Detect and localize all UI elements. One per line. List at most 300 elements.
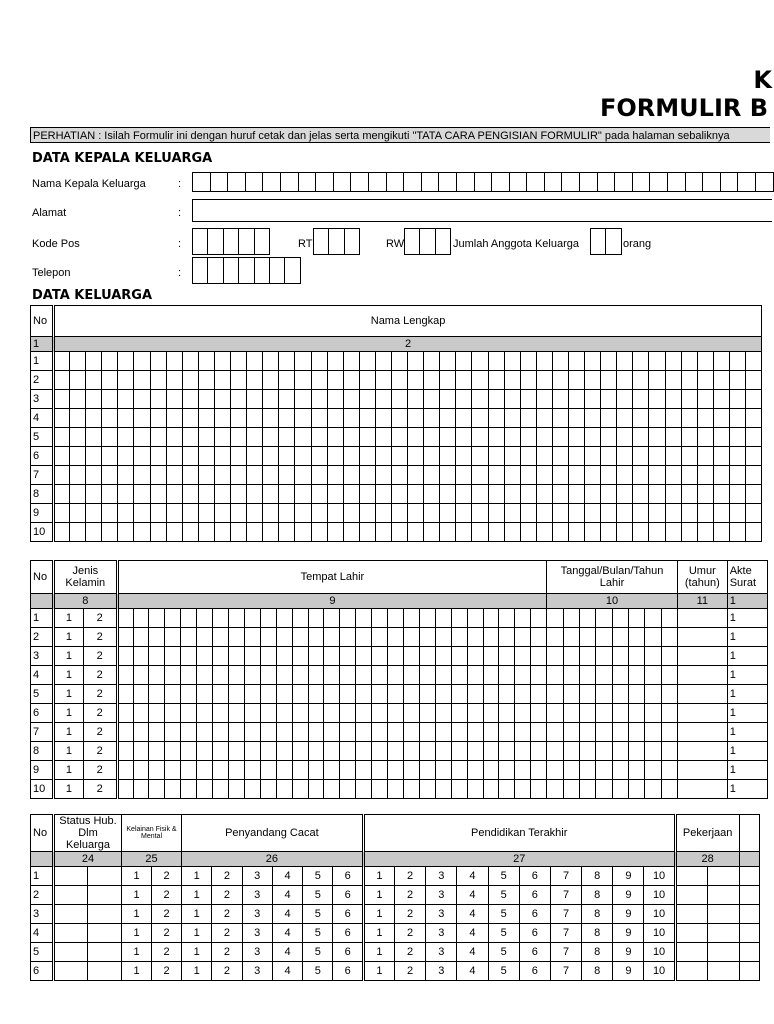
name-char-cell[interactable] [472,447,488,466]
tempat-char-cell[interactable] [531,761,547,780]
char-box[interactable] [668,172,686,192]
name-char-cell[interactable] [536,390,552,409]
name-char-cell[interactable] [86,466,102,485]
name-char-cell[interactable] [327,428,343,447]
name-char-cell[interactable] [601,504,617,523]
name-char-cell[interactable] [472,523,488,542]
tanggal-char-cell[interactable] [628,647,644,666]
name-char-cell[interactable] [198,447,214,466]
tanggal-char-cell[interactable] [645,761,661,780]
tempat-char-cell[interactable] [133,609,149,628]
name-char-cell[interactable] [504,447,520,466]
gender-option-1[interactable]: 1 [53,685,83,704]
tempat-char-cell[interactable] [244,647,260,666]
name-char-cell[interactable] [617,371,633,390]
char-box[interactable] [404,172,422,192]
name-char-cell[interactable] [54,523,70,542]
gender-option-1[interactable]: 1 [53,742,83,761]
tempat-char-cell[interactable] [308,685,324,704]
cacat-option[interactable]: 5 [303,886,333,905]
tempat-char-cell[interactable] [403,609,419,628]
name-char-cell[interactable] [182,352,198,371]
tanggal-char-cell[interactable] [661,761,677,780]
tempat-char-cell[interactable] [197,780,213,799]
char-box[interactable] [369,172,387,192]
char-box[interactable] [193,228,208,255]
tempat-char-cell[interactable] [499,628,515,647]
name-char-cell[interactable] [391,523,407,542]
tempat-char-cell[interactable] [181,685,197,704]
name-char-cell[interactable] [134,447,150,466]
pendidikan-option[interactable]: 6 [519,867,550,886]
gender-option-1[interactable]: 1 [53,628,83,647]
tempat-char-cell[interactable] [213,742,229,761]
tempat-char-cell[interactable] [165,685,181,704]
name-char-cell[interactable] [311,485,327,504]
tempat-char-cell[interactable] [356,761,372,780]
name-char-cell[interactable] [713,485,729,504]
name-char-cell[interactable] [424,466,440,485]
char-box[interactable] [299,172,317,192]
tempat-char-cell[interactable] [181,723,197,742]
akte-option-1[interactable]: 1 [727,742,767,761]
tempat-char-cell[interactable] [260,742,276,761]
char-box[interactable] [562,172,580,192]
tempat-char-cell[interactable] [356,704,372,723]
name-char-cell[interactable] [86,428,102,447]
name-char-cell[interactable] [102,371,118,390]
tanggal-char-cell[interactable] [661,780,677,799]
tempat-char-cell[interactable] [515,723,531,742]
pendidikan-option[interactable]: 5 [488,962,519,981]
tempat-char-cell[interactable] [515,685,531,704]
name-char-cell[interactable] [585,504,601,523]
tempat-char-cell[interactable] [515,609,531,628]
name-char-cell[interactable] [488,390,504,409]
tempat-char-cell[interactable] [260,761,276,780]
name-char-cell[interactable] [536,371,552,390]
tanggal-char-cell[interactable] [596,761,612,780]
char-box[interactable] [285,257,300,284]
name-char-cell[interactable] [70,485,86,504]
tempat-char-cell[interactable] [292,666,308,685]
telepon-field[interactable] [192,257,301,284]
tempat-char-cell[interactable] [388,685,404,704]
char-box[interactable] [738,172,756,192]
tanggal-char-cell[interactable] [579,742,595,761]
name-char-cell[interactable] [70,504,86,523]
tempat-char-cell[interactable] [419,628,435,647]
tanggal-char-cell[interactable] [579,628,595,647]
name-char-cell[interactable] [729,371,745,390]
tempat-char-cell[interactable] [229,780,245,799]
name-char-cell[interactable] [214,523,230,542]
name-char-cell[interactable] [134,371,150,390]
name-char-cell[interactable] [311,523,327,542]
tempat-char-cell[interactable] [340,780,356,799]
tempat-char-cell[interactable] [149,761,165,780]
name-char-cell[interactable] [681,485,697,504]
name-char-cell[interactable] [198,352,214,371]
name-char-cell[interactable] [665,485,681,504]
akte-option-1[interactable]: 1 [727,609,767,628]
tempat-char-cell[interactable] [292,609,308,628]
name-char-cell[interactable] [585,523,601,542]
umur-cell[interactable] [677,666,727,685]
tempat-char-cell[interactable] [229,723,245,742]
tempat-char-cell[interactable] [181,780,197,799]
kelainan-option[interactable]: 1 [122,886,152,905]
pendidikan-option[interactable]: 2 [394,962,425,981]
tempat-char-cell[interactable] [149,723,165,742]
name-char-cell[interactable] [617,352,633,371]
name-char-cell[interactable] [713,428,729,447]
name-char-cell[interactable] [231,371,247,390]
name-char-cell[interactable] [311,409,327,428]
tempat-char-cell[interactable] [403,780,419,799]
tempat-char-cell[interactable] [165,647,181,666]
name-char-cell[interactable] [86,523,102,542]
kelainan-option[interactable]: 2 [152,924,182,943]
name-char-cell[interactable] [504,523,520,542]
cacat-option[interactable]: 6 [333,962,363,981]
tempat-char-cell[interactable] [403,685,419,704]
tempat-char-cell[interactable] [165,704,181,723]
name-char-cell[interactable] [54,352,70,371]
tempat-char-cell[interactable] [451,647,467,666]
char-box[interactable] [263,172,281,192]
name-char-cell[interactable] [681,371,697,390]
name-char-cell[interactable] [729,485,745,504]
name-char-cell[interactable] [536,466,552,485]
umur-cell[interactable] [677,609,727,628]
pendidikan-option[interactable]: 9 [613,924,644,943]
gender-option-2[interactable]: 2 [83,723,117,742]
name-char-cell[interactable] [681,428,697,447]
char-box[interactable] [334,172,352,192]
tempat-char-cell[interactable] [133,666,149,685]
tempat-char-cell[interactable] [197,704,213,723]
char-box[interactable] [756,172,774,192]
name-char-cell[interactable] [279,485,295,504]
name-char-cell[interactable] [231,409,247,428]
name-char-cell[interactable] [311,466,327,485]
name-char-cell[interactable] [665,371,681,390]
pendidikan-option[interactable]: 10 [644,924,675,943]
tempat-char-cell[interactable] [117,685,133,704]
tanggal-char-cell[interactable] [628,742,644,761]
pendidikan-option[interactable]: 4 [457,962,488,981]
name-char-cell[interactable] [295,409,311,428]
tempat-char-cell[interactable] [181,628,197,647]
name-char-cell[interactable] [601,371,617,390]
name-char-cell[interactable] [327,466,343,485]
tanggal-char-cell[interactable] [628,609,644,628]
tanggal-char-cell[interactable] [579,761,595,780]
name-char-cell[interactable] [391,409,407,428]
cacat-option[interactable]: 6 [333,943,363,962]
gender-option-1[interactable]: 1 [53,761,83,780]
name-char-cell[interactable] [617,504,633,523]
name-char-cell[interactable] [263,485,279,504]
name-char-cell[interactable] [150,447,166,466]
tanggal-char-cell[interactable] [547,685,563,704]
name-char-cell[interactable] [134,523,150,542]
name-char-cell[interactable] [601,352,617,371]
name-char-cell[interactable] [697,371,713,390]
cacat-option[interactable]: 6 [333,867,363,886]
char-box[interactable] [615,172,633,192]
tempat-char-cell[interactable] [356,666,372,685]
tempat-char-cell[interactable] [483,647,499,666]
pendidikan-option[interactable]: 5 [488,867,519,886]
pendidikan-option[interactable]: 2 [394,943,425,962]
tempat-char-cell[interactable] [308,742,324,761]
tempat-char-cell[interactable] [483,609,499,628]
name-char-cell[interactable] [150,371,166,390]
tempat-char-cell[interactable] [229,666,245,685]
tempat-char-cell[interactable] [149,685,165,704]
pendidikan-option[interactable]: 10 [644,943,675,962]
tempat-char-cell[interactable] [451,628,467,647]
name-char-cell[interactable] [70,428,86,447]
name-char-cell[interactable] [569,447,585,466]
rt-field[interactable] [313,228,360,255]
name-char-cell[interactable] [697,447,713,466]
name-char-cell[interactable] [665,504,681,523]
tempat-char-cell[interactable] [435,609,451,628]
tempat-char-cell[interactable] [244,723,260,742]
name-char-cell[interactable] [729,428,745,447]
name-char-cell[interactable] [150,523,166,542]
tempat-char-cell[interactable] [324,666,340,685]
name-char-cell[interactable] [601,409,617,428]
name-char-cell[interactable] [617,447,633,466]
pendidikan-option[interactable]: 5 [488,886,519,905]
name-char-cell[interactable] [424,447,440,466]
name-char-cell[interactable] [102,390,118,409]
name-char-cell[interactable] [359,447,375,466]
name-char-cell[interactable] [697,485,713,504]
name-char-cell[interactable] [746,504,762,523]
tempat-char-cell[interactable] [244,780,260,799]
name-char-cell[interactable] [665,447,681,466]
name-char-cell[interactable] [231,447,247,466]
name-char-cell[interactable] [729,447,745,466]
tempat-char-cell[interactable] [451,780,467,799]
pendidikan-option[interactable]: 7 [550,924,581,943]
tempat-char-cell[interactable] [340,666,356,685]
pekerjaan-cell[interactable] [707,924,739,943]
tempat-char-cell[interactable] [133,742,149,761]
name-char-cell[interactable] [198,504,214,523]
tempat-char-cell[interactable] [372,666,388,685]
tanggal-char-cell[interactable] [563,628,579,647]
tempat-char-cell[interactable] [292,723,308,742]
name-char-cell[interactable] [118,428,134,447]
tempat-char-cell[interactable] [467,723,483,742]
umur-cell[interactable] [677,780,727,799]
name-char-cell[interactable] [585,390,601,409]
gender-option-2[interactable]: 2 [83,685,117,704]
tempat-char-cell[interactable] [403,761,419,780]
name-char-cell[interactable] [343,466,359,485]
pekerjaan-cell[interactable] [675,962,707,981]
name-char-cell[interactable] [391,371,407,390]
tempat-char-cell[interactable] [276,723,292,742]
status-cell[interactable] [54,962,88,981]
tempat-char-cell[interactable] [324,704,340,723]
name-char-cell[interactable] [86,371,102,390]
name-char-cell[interactable] [569,523,585,542]
name-char-cell[interactable] [569,428,585,447]
pendidikan-option[interactable]: 3 [426,905,457,924]
char-box[interactable] [633,172,651,192]
char-box[interactable] [686,172,704,192]
akte-option-1[interactable]: 1 [727,723,767,742]
name-char-cell[interactable] [134,485,150,504]
pendidikan-option[interactable]: 1 [363,867,394,886]
tempat-char-cell[interactable] [117,761,133,780]
umur-cell[interactable] [677,628,727,647]
name-char-cell[interactable] [327,504,343,523]
name-char-cell[interactable] [746,390,762,409]
name-char-cell[interactable] [343,371,359,390]
name-char-cell[interactable] [729,390,745,409]
name-char-cell[interactable] [697,390,713,409]
umur-cell[interactable] [677,723,727,742]
name-char-cell[interactable] [118,409,134,428]
name-char-cell[interactable] [408,352,424,371]
name-char-cell[interactable] [552,466,568,485]
name-char-cell[interactable] [150,428,166,447]
tempat-char-cell[interactable] [292,780,308,799]
name-char-cell[interactable] [214,428,230,447]
name-char-cell[interactable] [198,409,214,428]
cacat-option[interactable]: 4 [272,943,302,962]
name-char-cell[interactable] [247,466,263,485]
name-char-cell[interactable] [359,504,375,523]
name-char-cell[interactable] [552,523,568,542]
pendidikan-option[interactable]: 8 [582,905,613,924]
kelainan-option[interactable]: 2 [152,905,182,924]
char-box[interactable] [510,172,528,192]
name-char-cell[interactable] [391,428,407,447]
pendidikan-option[interactable]: 9 [613,943,644,962]
tempat-char-cell[interactable] [388,628,404,647]
status-cell[interactable] [88,905,122,924]
name-char-cell[interactable] [440,352,456,371]
tanggal-char-cell[interactable] [596,609,612,628]
name-char-cell[interactable] [102,409,118,428]
tempat-char-cell[interactable] [403,628,419,647]
tempat-char-cell[interactable] [419,685,435,704]
gender-option-1[interactable]: 1 [53,704,83,723]
name-char-cell[interactable] [150,485,166,504]
tanggal-char-cell[interactable] [628,704,644,723]
tempat-char-cell[interactable] [340,723,356,742]
name-char-cell[interactable] [504,409,520,428]
name-char-cell[interactable] [311,428,327,447]
tempat-char-cell[interactable] [133,704,149,723]
pendidikan-option[interactable]: 5 [488,943,519,962]
name-char-cell[interactable] [488,447,504,466]
tempat-char-cell[interactable] [531,628,547,647]
name-char-cell[interactable] [552,447,568,466]
name-char-cell[interactable] [375,390,391,409]
name-char-cell[interactable] [134,504,150,523]
name-char-cell[interactable] [391,504,407,523]
tempat-char-cell[interactable] [213,723,229,742]
name-char-cell[interactable] [472,371,488,390]
cacat-option[interactable]: 5 [303,943,333,962]
tanggal-char-cell[interactable] [612,780,628,799]
pekerjaan-cell[interactable] [675,867,707,886]
pendidikan-option[interactable]: 2 [394,867,425,886]
name-char-cell[interactable] [408,428,424,447]
tempat-char-cell[interactable] [213,628,229,647]
name-char-cell[interactable] [118,371,134,390]
tanggal-char-cell[interactable] [563,647,579,666]
name-char-cell[interactable] [488,409,504,428]
name-char-cell[interactable] [633,428,649,447]
name-char-cell[interactable] [263,523,279,542]
name-char-cell[interactable] [182,485,198,504]
name-char-cell[interactable] [633,409,649,428]
name-char-cell[interactable] [440,485,456,504]
pendidikan-option[interactable]: 1 [363,943,394,962]
name-char-cell[interactable] [472,390,488,409]
name-char-cell[interactable] [166,523,182,542]
nama-kepala-field[interactable] [192,172,774,192]
name-char-cell[interactable] [359,485,375,504]
tempat-char-cell[interactable] [388,609,404,628]
name-char-cell[interactable] [70,523,86,542]
tempat-char-cell[interactable] [515,780,531,799]
tanggal-char-cell[interactable] [661,628,677,647]
umur-cell[interactable] [677,685,727,704]
name-char-cell[interactable] [424,352,440,371]
rw-field[interactable] [404,228,451,255]
name-char-cell[interactable] [102,447,118,466]
tempat-char-cell[interactable] [149,742,165,761]
name-char-cell[interactable] [681,390,697,409]
name-char-cell[interactable] [601,428,617,447]
name-char-cell[interactable] [569,504,585,523]
tempat-char-cell[interactable] [229,628,245,647]
tempat-char-cell[interactable] [515,761,531,780]
pendidikan-option[interactable]: 3 [426,924,457,943]
char-box[interactable] [703,172,721,192]
tempat-char-cell[interactable] [324,723,340,742]
char-box[interactable] [246,172,264,192]
tempat-char-cell[interactable] [403,647,419,666]
gender-option-1[interactable]: 1 [53,666,83,685]
tempat-char-cell[interactable] [340,628,356,647]
tempat-char-cell[interactable] [276,685,292,704]
name-char-cell[interactable] [295,352,311,371]
pendidikan-option[interactable]: 5 [488,924,519,943]
name-char-cell[interactable] [375,447,391,466]
name-char-cell[interactable] [552,390,568,409]
tempat-char-cell[interactable] [388,647,404,666]
name-char-cell[interactable] [520,428,536,447]
tempat-char-cell[interactable] [149,780,165,799]
tempat-char-cell[interactable] [244,609,260,628]
cacat-option[interactable]: 4 [272,905,302,924]
char-box[interactable] [405,228,420,255]
name-char-cell[interactable] [311,371,327,390]
